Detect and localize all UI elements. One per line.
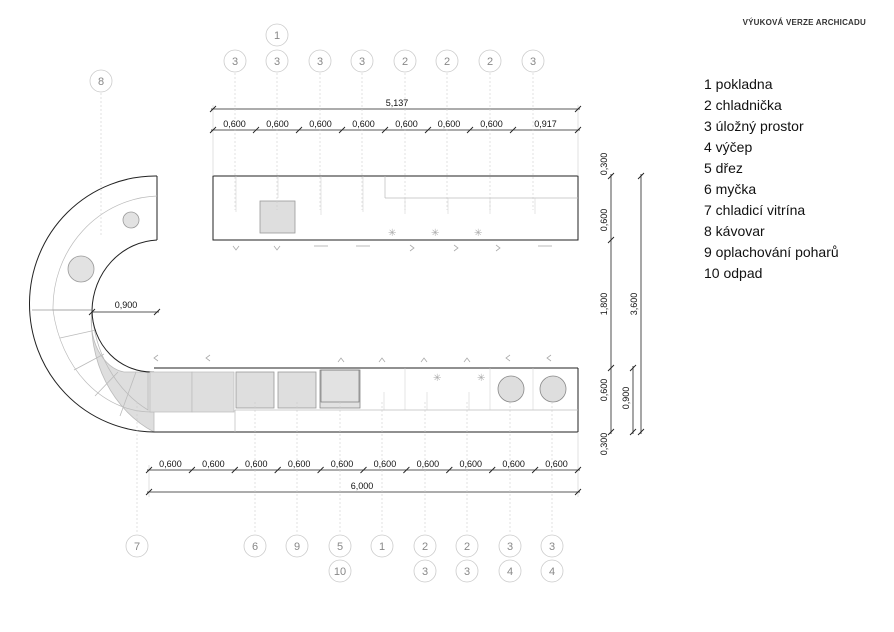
tag-bubble [244, 535, 266, 557]
legend-item: 1 pokladna [704, 76, 773, 92]
bottom-counter [150, 355, 578, 432]
vertical-dimension: 0,300 [599, 432, 609, 456]
legend-item: 3 úložný prostor [704, 118, 804, 134]
tag-number: 9 [293, 541, 301, 553]
cash-register-symbol [260, 201, 295, 233]
tag-bubble [541, 560, 563, 582]
coffee-machine-symbol [68, 256, 94, 282]
bottom-total-dimension: 6,000 [350, 481, 374, 491]
tag-bubble [266, 50, 288, 72]
beer-tap-symbol [498, 376, 524, 402]
tag-bubble [456, 535, 478, 557]
top-segment-dimension: 0,600 [395, 119, 418, 129]
tag-bubble [351, 50, 373, 72]
vertical-dimension: 0,300 [599, 152, 609, 176]
tag-bubble [126, 535, 148, 557]
tag-number: 5 [336, 541, 344, 553]
tag-bubble [266, 24, 288, 46]
beer-tap-symbol [540, 376, 566, 402]
tag-number: 3 [316, 56, 324, 68]
legend-item: 10 odpad [704, 265, 763, 281]
tag-bubble [522, 50, 544, 72]
tag-bubble [479, 50, 501, 72]
tag-number: 2 [443, 56, 451, 68]
legend-list [704, 74, 839, 284]
tag-number: 8 [97, 76, 105, 88]
tag-number: 1 [273, 30, 281, 42]
bottom-segment-dimension: 0,600 [159, 459, 182, 469]
tag-number: 3 [506, 541, 514, 553]
top-segment-dimension: 0,600 [352, 119, 375, 129]
top-segment-dimension: 0,600 [309, 119, 332, 129]
tag-bubble [499, 535, 521, 557]
fridge-symbol: ✳ [431, 228, 440, 239]
tag-bubble [394, 50, 416, 72]
legend-item: 2 chladnička [704, 97, 782, 113]
tag-number: 2 [463, 541, 471, 553]
tag-bubble [541, 535, 563, 557]
tag-bubble [90, 70, 112, 92]
top-segment-dimension: 0,600 [480, 119, 503, 129]
top-tag-row [224, 50, 544, 72]
bottom-segment-dimension: 0,600 [459, 459, 483, 469]
top-segment-dimension: 0,917 [534, 119, 557, 129]
curved-counter [29, 176, 157, 432]
tag-number: 3 [463, 566, 471, 578]
tag-number: 2 [401, 56, 409, 68]
bottom-segment-dimension: 0,600 [373, 459, 397, 469]
vertical-dimension: 0,600 [599, 378, 609, 402]
counter-depth-dimension: 0,900 [621, 386, 631, 410]
tag-number: 6 [251, 541, 259, 553]
coffee-machine-symbol [123, 212, 139, 228]
legend-item: 9 oplachování poharů [704, 244, 839, 260]
tag-bubble [371, 535, 393, 557]
bottom-segment-dimension: 0,600 [202, 459, 225, 469]
tag-number: 10 [333, 566, 347, 578]
vertical-dimension: 0,600 [599, 208, 609, 232]
tag-number: 3 [548, 541, 556, 553]
tag-number: 1 [378, 541, 386, 553]
bottom-tag-row [126, 535, 563, 582]
top-segment-dimension: 0,600 [223, 119, 246, 129]
tag-number: 3 [273, 56, 281, 68]
bottom-segment-dimension: 0,600 [287, 459, 311, 469]
fridge-symbol: ✳ [474, 228, 483, 239]
vertical-dimension: 1,800 [599, 292, 609, 316]
legend-item: 8 kávovar [704, 223, 765, 239]
watermark-label: VÝUKOVÁ VERZE ARCHICADU [742, 18, 866, 27]
bottom-segment-dimension: 0,600 [244, 459, 268, 469]
tag-number: 4 [506, 566, 514, 578]
vertical-total-dimension: 3,600 [629, 292, 639, 316]
curve-inner-dimension: 0,900 [114, 300, 138, 310]
legend-item: 5 dřez [704, 160, 743, 176]
tag-bubble [329, 535, 351, 557]
tag-number: 7 [133, 541, 141, 553]
bottom-segment-dimension: 0,600 [502, 459, 525, 469]
tag-bubble [414, 535, 436, 557]
tag-number: 2 [421, 541, 429, 553]
fridge-symbol: ✳ [388, 228, 397, 239]
fridge-symbol: ✳ [433, 373, 442, 384]
top-segment-dimension: 0,600 [437, 119, 461, 129]
fridge-symbol: ✳ [477, 373, 486, 384]
tag-bubble [414, 560, 436, 582]
top-total-dimension: 5,137 [385, 98, 409, 108]
tag-bubble [499, 560, 521, 582]
tag-number: 3 [529, 56, 537, 68]
legend-item: 6 myčka [704, 181, 757, 197]
tag-bubble [309, 50, 331, 72]
tag-bubble [224, 50, 246, 72]
tag-number: 2 [486, 56, 494, 68]
tag-bubble [456, 560, 478, 582]
tag-bubble [286, 535, 308, 557]
extension-lines [149, 105, 578, 497]
dimension-lines [92, 109, 641, 492]
tag-number: 4 [548, 566, 556, 578]
bottom-segment-dimension: 0,600 [416, 459, 440, 469]
top-segment-dimension: 0,600 [266, 119, 289, 129]
tag-number: 3 [421, 566, 429, 578]
tag-number: 3 [231, 56, 239, 68]
tag-bubble [329, 560, 351, 582]
legend-item: 7 chladicí vitrína [704, 202, 806, 218]
tag-bubble [436, 50, 458, 72]
top-counter [213, 176, 578, 251]
bottom-segment-dimension: 0,600 [330, 459, 354, 469]
tag-number: 3 [358, 56, 366, 68]
legend-item: 4 výčep [704, 139, 753, 155]
bottom-segment-dimension: 0,600 [545, 459, 568, 469]
